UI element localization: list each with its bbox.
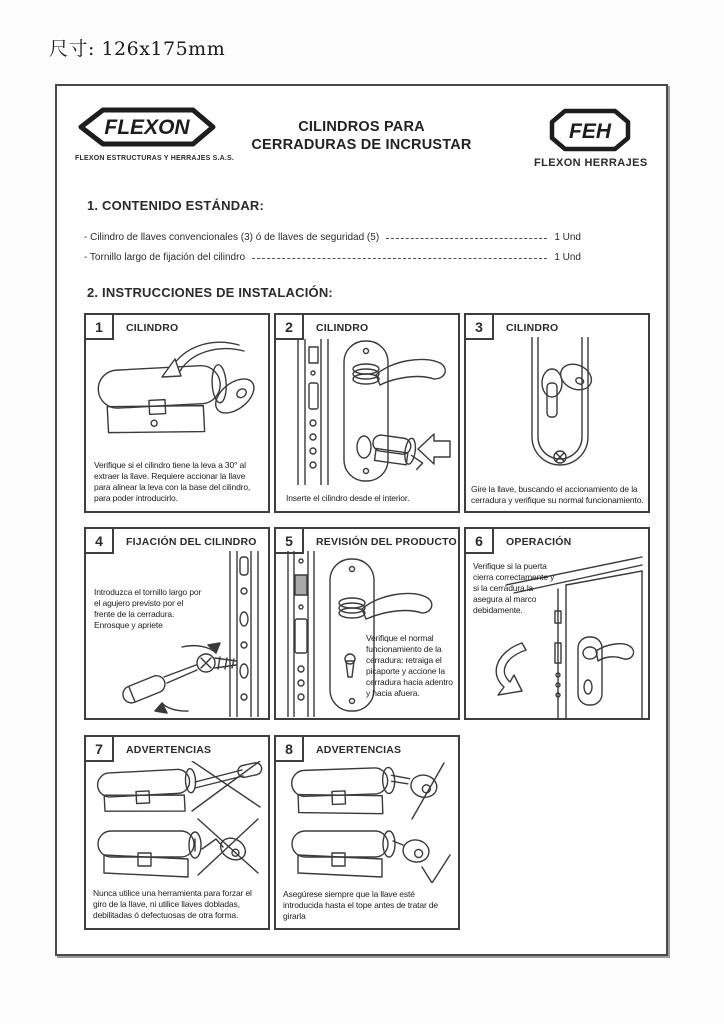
turn-key-illustration bbox=[474, 337, 642, 483]
curved-arrow-icon bbox=[162, 342, 244, 377]
contents-item-label: - Tornillo largo de fijación del cilindro bbox=[84, 252, 246, 263]
step-title: ADVERTENCIAS bbox=[316, 744, 402, 756]
step-number: 1 bbox=[84, 313, 114, 340]
contents-item bbox=[84, 243, 581, 263]
slash-icon bbox=[412, 763, 444, 819]
step-panel-2 bbox=[274, 313, 460, 513]
step-panel-3 bbox=[464, 313, 650, 513]
feh-logo-icon bbox=[549, 108, 631, 152]
svg-text:FLEXON: FLEXON bbox=[104, 116, 190, 139]
step-caption: Verifique si el cilindro tiene la leva a 30° al extraer la llave. Requiere accionar la llave para alinear la leva con la base del cilindro, para poder introducirlo. bbox=[94, 460, 251, 503]
step-number: 3 bbox=[464, 313, 494, 340]
step-panel-1 bbox=[84, 313, 270, 513]
contents-item-qty: 1 Und bbox=[554, 232, 581, 243]
step-title: ADVERTENCIAS bbox=[126, 744, 212, 756]
step-panel-7 bbox=[84, 735, 270, 930]
step-caption: Verifique si la puerta cierra correctamente y si la cerradura la asegura al marco debidamente. bbox=[473, 561, 555, 615]
flexon-tagline: FLEXON ESTRUCTURAS Y HERRAJES S.A.S. bbox=[75, 155, 235, 162]
svg-text:FEH: FEH bbox=[569, 120, 611, 143]
dimension-label: 尺寸: 126x175mm bbox=[49, 38, 226, 60]
contents-item-qty: 1 Und bbox=[554, 252, 581, 263]
cylinder-cam-illustration bbox=[91, 339, 263, 455]
page-title-line1: CILINDROS PARA bbox=[298, 119, 425, 135]
contents-list bbox=[84, 223, 581, 263]
step-caption: Gire la llave, buscando el accionamiento de la cerradura y verifique su normal funcionamiento. bbox=[471, 484, 644, 505]
page-title-line2: CERRADURAS DE INCRUSTAR bbox=[251, 137, 472, 153]
swing-arrow-icon bbox=[496, 643, 526, 695]
step-number: 8 bbox=[274, 735, 304, 762]
instructions-heading: 2. INSTRUCCIONES DE INSTALACIÓN: bbox=[87, 285, 333, 300]
insert-cylinder-illustration bbox=[284, 339, 452, 485]
screw-fixing-illustration bbox=[90, 551, 266, 717]
leader-dashes bbox=[252, 258, 547, 259]
contents-heading: 1. CONTENIDO ESTÁNDAR: bbox=[87, 198, 265, 213]
feh-logo bbox=[534, 108, 646, 169]
step-caption: Verifique el normal funcionamiento de la cerradura: retraiga el picaporte y accione la cerradura hacia adentro y hacia afuera. bbox=[366, 633, 453, 698]
step-number: 4 bbox=[84, 527, 114, 554]
contents-item bbox=[84, 223, 581, 243]
document-page bbox=[55, 84, 668, 956]
leader-dashes bbox=[386, 238, 547, 239]
step-title: REVISIÓN DEL PRODUCTO bbox=[316, 536, 457, 548]
step-number: 7 bbox=[84, 735, 114, 762]
step-panel-6 bbox=[464, 527, 650, 720]
step-caption: Inserte el cilindro desde el interior. bbox=[286, 493, 410, 503]
contents-item-label: - Cilindro de llaves convencionales (3) ó de llaves de seguridad (5) bbox=[84, 232, 380, 243]
step-number: 2 bbox=[274, 313, 304, 340]
warning-tools-illustration bbox=[92, 761, 264, 879]
feh-brand-name: FLEXON HERRAJES bbox=[534, 157, 648, 169]
step-title: CILINDRO bbox=[126, 322, 179, 334]
step-panel-4 bbox=[84, 527, 270, 720]
step-caption: Introduzca el tornillo largo por el agujero previsto por el frente de la cerradura. Enrosque y apriete bbox=[94, 587, 202, 630]
step-caption: Nunca utilice una herramienta para forzar el giro de la llave, ni utilice llaves dobladas, debilitadas ó defectuosas de otra forma. bbox=[93, 888, 252, 920]
step-title: CILINDRO bbox=[506, 322, 559, 334]
step-number: 6 bbox=[464, 527, 494, 554]
insert-arrow-icon bbox=[418, 434, 450, 464]
step-title: OPERACIÓN bbox=[506, 536, 572, 548]
step-title: FIJACIÓN DEL CILINDRO bbox=[126, 536, 257, 548]
step-title: CILINDRO bbox=[316, 322, 369, 334]
step-panel-5 bbox=[274, 527, 460, 720]
step-caption: Asegúrese siempre que la llave esté introducida hasta el tope antes de tratar de girarla bbox=[283, 889, 439, 921]
warning-key-depth-illustration bbox=[284, 761, 452, 883]
page-title bbox=[197, 118, 526, 154]
step-number: 5 bbox=[274, 527, 304, 554]
step-panel-8 bbox=[274, 735, 460, 930]
rotation-arrow-icon bbox=[155, 643, 220, 713]
